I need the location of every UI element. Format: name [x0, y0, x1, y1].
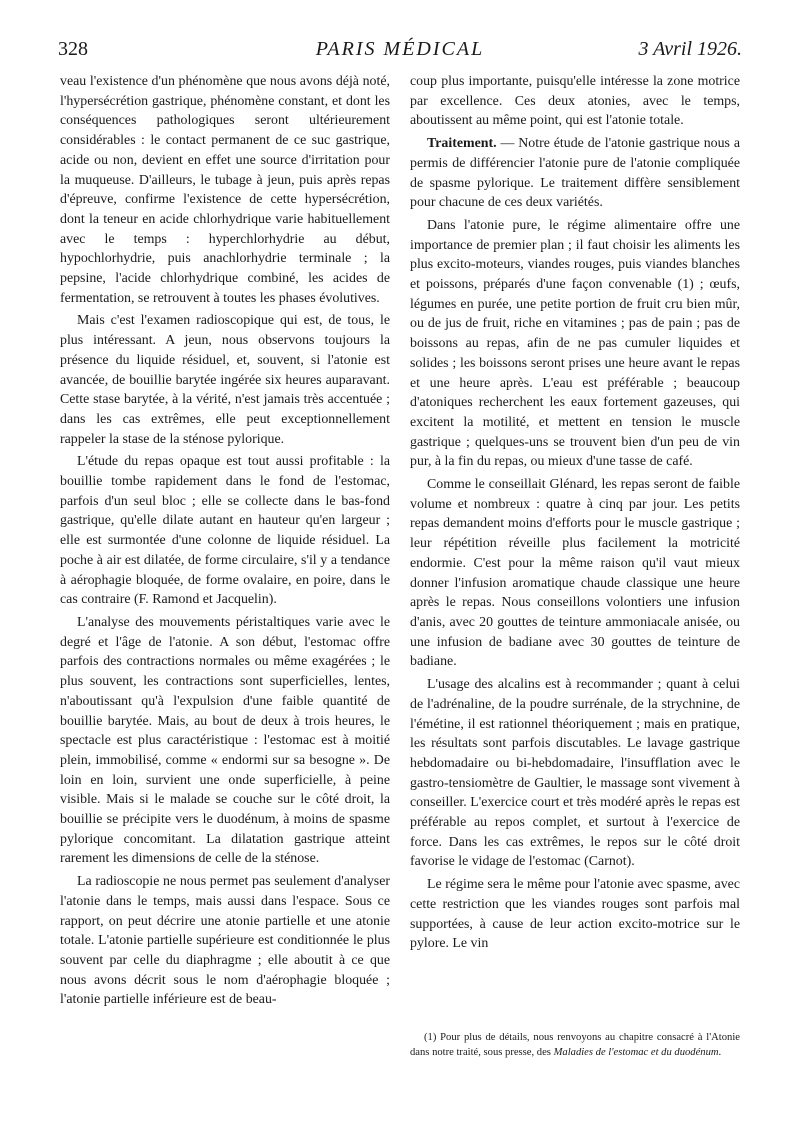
paragraph: La radioscopie ne nous permet pas seulement d'analyser l'atonie dans le temps, mais aussi dans l'espace. Sous ce rapport, on peut décrire une atonie partielle et une atonie totale. L'atonie partielle supérieure est conditionnée le plus souvent par celle du diaphragme ; elle aboutit à ce que nous avons décrit sous le nom d'aérophagie bloquée ; l'atonie partielle inférieure est de beau-	[60, 874, 390, 1008]
paragraph: coup plus importante, puisqu'elle intéresse la zone motrice par excellence. Ces deux atonies, avec le temps, aboutissent au même point, qui est l'atonie totale.	[410, 74, 740, 129]
running-header	[58, 38, 742, 66]
paragraph: Comme le conseillait Glénard, les repas seront de faible volume et nombreux : quatre à cinq par jour. Les petits repas demandent moins d'efforts pour le muscle gastrique ; leur répétition réveille plus facilement la motricité endormie. C'est pour la même raison qu'il vaut mieux donner l'infusion aromatique chaude classique une heure après le repas. Nous conseillons volontiers une infusion d'anis, avec 20 gouttes de teinture ammoniacale anisée, ou une infusion de badiane avec 30 gouttes de teinture de badiane.	[410, 477, 740, 670]
paragraph: L'étude du repas opaque est tout aussi profitable : la bouillie tombe rapidement dans le fond de l'estomac, parfois d'un seul bloc ; elle se collecte dans le bas-fond gastrique, qu'elle dilate autant en hauteur qu'en largeur ; elle est surmontée d'une colonne de liquide résiduel. La poche à air est dilatée, de forme circulaire, s'il y a tendance à aérophagie bloquée, de forme ovalaire, en poire, dans le cas contraire (F. Ramond et Jacquelin).	[60, 454, 390, 608]
left-column	[60, 72, 390, 1010]
section-heading: Traitement.	[427, 136, 497, 152]
footnote-book-title: Maladies de l'estomac et du duodénum	[553, 1047, 719, 1058]
journal-title: PARIS MÉDICAL	[315, 38, 485, 60]
paragraph: veau l'existence d'un phénomène que nous avons déjà noté, l'hypersécrétion gastrique, phénomène constant, et dont les conséquences pathologiques seront ultérieurement considérables : le contact permanent de ce suc gastrique, acide ou non, devient en effet une source d'irritation pour la muqueuse. D'ailleurs, le tubage à jeun, puis après repas d'épreuve, confirme l'existence de cette hypersécrétion, dont la teneur en acide chlorhydrique varie habituellement avec le temps : hyperchlorhydrie au début, hypochlorhydrie, puis anachlorhydrie terminale ; la pepsine, l'acide chlorhydrique combiné, les acides de fermentation, se retrouvent à toutes les phases évolutives.	[60, 74, 390, 306]
footnote-text: (1) Pour plus de détails, nous renvoyons au chapitre consacré à l'Atonie dans notre traité, sous presse, des	[410, 1032, 740, 1058]
paragraph: Le régime sera le même pour l'atonie avec spasme, avec cette restriction que les viandes rouges sont parfois mal supportées, à cause de leur action excito-motrice sur le pylore. Le vin	[410, 877, 740, 952]
issue-date: 3 Avril 1926.	[638, 38, 742, 60]
treatment-paragraph	[410, 134, 740, 213]
paragraph: Dans l'atonie pure, le régime alimentaire offre une importance de premier plan ; il faut choisir les aliments les plus excito-moteurs, viandes rouges, puis viandes blanches et poissons, préparés d'une façon convenable (1) ; œufs, légumes en purée, une petite portion de fruit cru bien mûr, ou de jus de fruit, riche en vitamines ; pas de pain ; pas de boissons au repas, afin de ne pas cumuler liquides et solides ; les boissons seront prises une heure avant le repas et une heure après. L'eau est préférable ; beaucoup d'atoniques recherchent les eaux fortement gazeuses, qui excitent la motilité, et mettent en tension le muscle gastrique ; quelques-uns se trouvent bien d'un peu de vin pur, à la fin du repas, ou mieux d'une tasse de café.	[410, 217, 740, 470]
paragraph-text: — Notre étude de l'atonie gastrique nous a permis de différencier l'atonie pure de l'atonie compliquée de spasme pylorique. Le traitement diffère sensiblement pour chacune de ces deux variétés.	[410, 136, 740, 211]
paragraph: Mais c'est l'examen radioscopique qui est, de tous, le plus intéressant. A jeun, nous observons toujours la présence du liquide résiduel, et, souvent, si l'atonie est avancée, de bouillie barytée ingérée six heures auparavant. Cette stase barytée, à la vérité, n'est jamais très accentuée ; dans les cas extrêmes, elle peut exceptionnellement rappeler la stase de la sténose pylorique.	[60, 313, 390, 447]
paragraph: L'analyse des mouvements péristaltiques varie avec le degré et l'âge de l'atonie. A son début, l'estomac offre parfois des contractions normales ou même exagérées ; le plus souvent, les contractions sont superficielles, lentes, n'aboutissant qu'à l'expulsion d'une faible quantité de bouillie barytée. Mais, au bout de deux à trois heures, le spectacle est plus caractéristique : l'estomac est à moitié plein, immobilisé, comme « endormi sur sa besogne ». De loin en loin, survient une onde superficielle, à peine visible. Mais si le malade se couche sur le côté droit, la bouillie se précipite vers le duodénum, à moins de spasme pylorique concomitant. La dilatation gastrique atteint rarement les dimensions de celle de la sténose.	[60, 614, 390, 867]
footnote	[410, 1030, 740, 1060]
page-number: 328	[58, 38, 88, 60]
footnote-end: .	[718, 1047, 722, 1058]
right-column	[410, 72, 740, 954]
paragraph: L'usage des alcalins est à recommander ; quant à celui de l'adrénaline, de la poudre surrénale, de la strychnine, de l'émétine, il est rationnel théoriquement ; mais en pratique, les résultats sont parfois discutables. Le lavage gastrique hebdomadaire ou bi-hebdomadaire, l'insufflation avec le gastro-tensiomètre de Gaultier, le massage sont vivement à conseiller. L'exercice court et très modéré après le repas est préférable au repos complet, et surtout à l'exercice de force. Dans les cas extrêmes, le repos sur le côté droit favorise le vidage de l'estomac (Carnot).	[410, 677, 740, 870]
